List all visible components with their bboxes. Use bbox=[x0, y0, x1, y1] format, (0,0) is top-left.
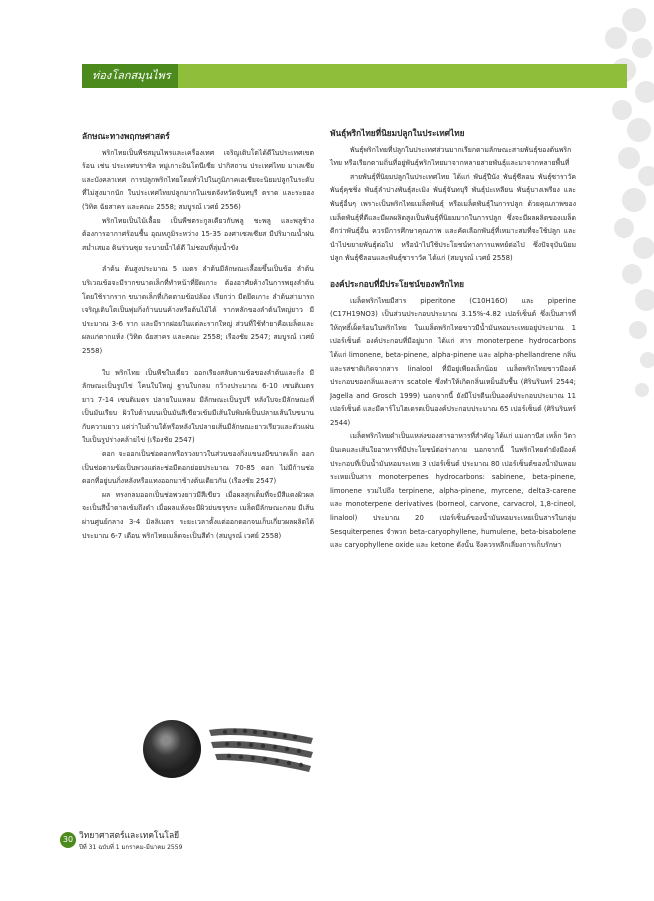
paragraph: ลำต้น ต้นสูงประมาณ 5 เมตร ลำต้นมีลักษณะเลื้อยขึ้นเป็นข้อ ลำต้นบริเวณข้อจะมีรากขนาดเล็กที่ทำหน้าที่ยึดเกาะ ต้องอาศัยค้างในการพยุงลำต้น โดยใช้รากราก ขนาดเล็กที่เกิดตามข้อปล้อง เรียกว่า มีดยึดเกาะ ลำต้นสามารถเจริญเติบโตเป็นพุ่มกิ่งก้านบนค้างหรือต้นไม้ได้ รากหลักของลำต้นใหญ่ยาว มีประมาณ 3-6 ราก และมีรากฝอยในแต่ละรากใหญ่ ส่วนที่ใช้ทำยาคือเมล็ดและผลแก่ตากแห้ง (วิทิต ฉัยสาคร และคณะ 2558; เรืองชัย 2547; สมบูรณ์ เวศย์ 2558) bbox=[82, 265, 314, 355]
paragraph: ดอก จะออกเป็นช่อดอกหรือรวงยาวในส่วนของกิ่งแขนงมีขนาดเล็ก ออกเป็นช่อตามข้อเป็นพวงแต่ละช่อมีดอกย่อยประมาณ 70-85 ดอก ไม่มีก้านช่อดอกที่อยู่บนกิ่งหลังหรือแทงออกมาข้างต้นเดียวกัน (เรืองชัย 2547) bbox=[82, 450, 314, 486]
paragraph: ใบ พริกไทย เป็นพืชใบเดี่ยว ออกเรียงสลับตามข้อของลำต้นและกิ่ง มีลักษณะเป็นรูปไข่ โคนใบใหญ่ ฐานใบกลม กว้างประมาณ 6-10 เซนติเมตร ยาว 7-14 เซนติเมตร ปลายใบแหลม มีลักษณะเป็นรูปรี หลังใบจะมีลักษณะที่เป็นมันเรียบ ผิวใบด้านบนเป็นมันสีเขียวเข้มมีเส้นใบพิมพ์เป็นปลายเส้นใบขนานกับความยาว แต่ว่าใบด้านใต้หรือหลังใบปลายเส้นมีลักษณะยาวเรียวและตัวแผ่นใบเป็นรูปร่างคล้ายไข่ (เรืองชัย 2547) bbox=[82, 368, 314, 445]
pepper-spikes-photo bbox=[205, 720, 317, 776]
paragraph: เมล็ดพริกไทยดำเป็นแหล่งของสารอาหารที่สำคัญ ได้แก่ แมงกานีส เหล็ก วิตามินเคและเส้นใยอาหารที่มีประโยชน์ต่อร่างกาย นอกจากนี้ ในพริกไทยดำยังมีองค์ประกอบที่เป็นน้ำมันหอมระเหย 3 เปอร์เซ็นต์ ประมาณ 80 เปอร์เซ็นต์ของน้ำมันหอมระเหยเป็นสาร monoterpenes hydrocarbons: sabinene, beta-pinene, limonene รวมไปถึง terpinene, alpha-pinene, myrcene, delta3-carene และ monoterpene derivatives (borneol, carvone, carvacrol, 1,8-cineol, linalool) ประมาณ 20 เปอร์เซ็นต์ของน้ำมันหอมระเหยเป็นสารในกลุ่ม Sesquiterpenes จำพวก beta-caryophyllene, humulene, beta-bisabolene และ caryophyllene oxide และ ketone ดังนั้น จึงควรหลีกเลี่ยงการเก็บรักษา bbox=[330, 432, 576, 550]
paragraph: ผล ทรงกลมออกเป็นช่อพวงยาวมีสีเขียว เมื่อผลสุกเต็มที่จะมีสีแดงผิวผลจะเป็นสีน้ำตาลเข้มถึงดำ เมื่อผลแห้งจะมีผิวย่นขรุขระ เมล็ดมีลักษณะกลม มีเส้นผ่านศูนย์กลาง 3-4 มิลลิเมตร ระยะเวลาตั้งแต่ออกดอกจนเก็บเกี่ยวผลผลิตได้ประมาณ 6-7 เดือน พริกไทยเมล็ดจะเป็นสีดำ (สมบูรณ์ เวศย์ 2558) bbox=[82, 490, 314, 540]
paragraph: พริกไทยเป็นพืชสมุนไพรและเครื่องเทศ เจริญเติบโตได้ดีในประเทศเขตร้อน เช่น ประเทศบราซิล หมู่เกาะอินโดนีเซีย ปากิสถาน ประเทศไทย มาเลเซีย และบังคลาเทศ การปลูกพริกไทยโดยทั่วไปในภูมิภาคเอเชียจะนิยมปลูกในระดับที่ไม่สูงมากนัก ในประเทศไทยปลูกมากในเขตจังหวัดจันทบุรี ตราด และระยอง (วิทิต ฉัยสาคร และคณะ 2558; สมบูรณ์ เวศย์ 2556) bbox=[82, 148, 314, 211]
left-column bbox=[82, 130, 314, 543]
issue-info: ปีที่ 31 ฉบับที่ 1 มกราคม-มีนาคม 2559 bbox=[79, 844, 183, 851]
paragraph: พันธุ์พริกไทยที่ปลูกในประเทศส่วนมากเรียกตามลักษณะสายพันธุ์ของต้นพริกไทย หรือเรียกตามถิ่นที่อยู่พันธุ์พริกไทยมาจากหลายสายพันธุ์และมาจากหลายพื้นที่ bbox=[330, 145, 572, 168]
page-number: 30 bbox=[60, 832, 76, 848]
section-label: ท่องโลกสมุนไพร bbox=[92, 69, 171, 82]
paragraph: เมล็ดพริกไทยมีสาร piperitone (C10H16O) และ piperine (C17H19NO3) เป็นส่วนประกอบประมาณ 3.15%-4.82 เปอร์เซ็นต์ ซึ่งเป็นสารที่ให้ฤทธิ์เผ็ดร้อนในพริกไทย ในเมล็ดพริกไทยขาวมีน้ำมันหอมระเหยอยู่ประมาณ 1 เปอร์เซ็นต์ องค์ประกอบที่มีอยู่มาก ได้แก่ สาร monoterpene hydrocarbons ได้แก่ limonene, beta-pinene, alpha-pinene และ alpha-phellandrene กลิ่นและรสชาติเกิดจากสาร linalool ที่มีอยู่เพียงเล็กน้อย เมล็ดพริกไทยขาวมีองค์ประกอบของกลิ่นและสาร scatole ซึ่งทำให้เกิดกลิ่นเหม็นอับชื้น (ศิรินรินทร์ 2544; Jagella and Grosch 1999) นอกจากนี้ ยังมีโปรตีนเป็นองค์ประกอบประมาณ 11 เปอร์เซ็นต์ และมีคาร์โบไฮเดรตเป็นองค์ประกอบประมาณ 65 เปอร์เซ็นต์ (ศิรินรินทร์ 2544) bbox=[330, 296, 576, 427]
paragraph: พริกไทยเป็นไม้เลื้อย เป็นพืชตระกูลเดียวกับพลู ชะพลู และพลูช้าง ต้องการอากาศร้อนชื้น อุณหภูมิระหว่าง 15-35 องศาเซลเซียส มีปริมาณน้ำฝนสม่ำเสมอ ดินร่วนซุย ระบายน้ำได้ดี ไม่ชอบที่ลุ่มน้ำขัง bbox=[82, 216, 314, 252]
heading-botanical: ลักษณะทางพฤกษศาสตร์ bbox=[82, 131, 170, 141]
magazine-title: วิทยาศาสตร์และเทคโนโลยี bbox=[79, 831, 180, 841]
paragraph: สายพันธุ์ที่นิยมปลูกในประเทศไทย ได้แก่ พันธุ์ปีนัง พันธุ์ซีลอน พันธุ์ซาราวัค พันธุ์คุชชิ่ง พันธุ์ลำปางพันธุ์สะเมิง พันธุ์จันทบุรี พันธุ์ปะเหลียน พันธุ์บางเพรียง และพันธุ์อื่นๆ เพราะเป็นพริกไทยเมล็ดพันธุ์ หรือเมล็ดพันธุ์ในการปลูก ด้วยคุณภาพของเมล็ดพันธุ์ที่ดีและมีผลผลิตสูงเป็นพันธุ์ที่นิยมมากในการปลูก ซึ่งจะมีผลผลิตของเมล็ดดีกว่าพันธุ์อื่น ควรมีการศึกษาคุณภาพ และคัดเลือกพันธุ์ที่เหมาะสมที่จะใช้ปลูก และนำไปขยายพันธุ์ต่อไป หรือนำไปใช้ประโยชน์ทางการแพทย์ต่อไป ซึ่งปัจจุบันนิยมปลูก พันธุ์ซีลอนและพันธุ์ซาราวัค ได้แก่ (สมบูรณ์ เวศย์ 2558) bbox=[330, 172, 576, 263]
right-column bbox=[330, 127, 576, 553]
heading-varieties: พันธุ์พริกไทยที่นิยมปลูกในประเทศไทย bbox=[330, 128, 465, 138]
heading-composition: องค์ประกอบที่มีประโยชน์ของพริกไทย bbox=[330, 278, 464, 289]
peppercorns-photo bbox=[143, 720, 201, 778]
